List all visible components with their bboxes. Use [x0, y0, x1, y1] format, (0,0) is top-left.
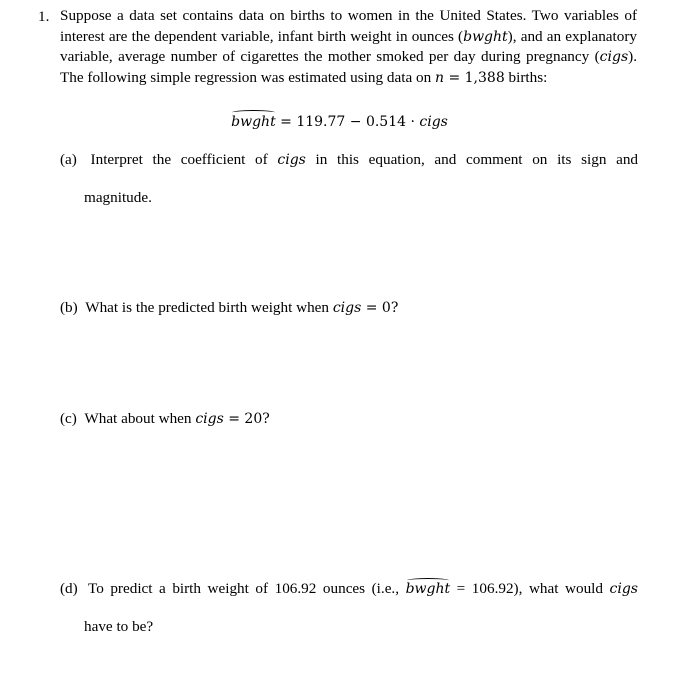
question-b: [60, 297, 638, 319]
question-d-variable: cigs: [609, 581, 638, 597]
question-c: [60, 408, 638, 430]
question-c-text-1: What about when: [84, 410, 196, 427]
question-b-variable: cigs: [332, 300, 362, 316]
equation-lhs: bwght: [231, 111, 276, 133]
question-d-label: (d): [60, 580, 78, 597]
stem-n-value: = 1,388: [444, 69, 505, 86]
stem-text-1: Suppose a data set contains data on births to women in the United States. Two variables of interest are the dependent variable, infant birth weight in ounces (: [60, 7, 637, 45]
regression-equation: [0, 111, 691, 133]
stem-variable-n: n: [434, 69, 445, 86]
question-a-continuation: magnitude.: [84, 189, 152, 206]
question-d-continuation: have to be?: [84, 618, 154, 635]
question-c-text-2: = 20?: [223, 411, 270, 427]
problem-number: 1.: [38, 8, 50, 25]
stem-variable-cigs: cigs: [599, 49, 629, 66]
question-a: [60, 149, 638, 171]
stem-text-3: ). The following simple regression was estimated using data on: [60, 48, 637, 86]
question-a-text-1: Interpret the coefficient of: [90, 151, 278, 168]
equation-rhs: = 119.77 − 0.514 ·: [275, 114, 420, 130]
stem-text-4: births:: [504, 68, 548, 86]
question-d: [60, 578, 638, 600]
problem-stem: [60, 6, 637, 88]
question-d-text-2: = 106.92), what would: [450, 580, 610, 597]
question-b-label: (b): [60, 299, 78, 316]
question-d-hat-variable: bwght: [406, 579, 451, 600]
question-c-variable: cigs: [195, 411, 224, 427]
question-b-text-2: = 0?: [361, 300, 399, 316]
question-a-label: (a): [60, 151, 77, 168]
equation-variable-cigs: cigs: [419, 114, 448, 130]
question-a-variable: cigs: [277, 152, 306, 168]
question-a-text-2: in this equation, and comment on its sign and: [305, 151, 639, 168]
question-d-text-1: To predict a birth weight of 106.92 ounces (i.e.,: [87, 580, 406, 597]
question-b-text-1: What is the predicted birth weight when: [85, 299, 333, 316]
question-c-label: (c): [60, 410, 77, 427]
stem-text-2: ), and an explanatory variable, average number of cigarettes the mother smoked per day during pregnancy (: [60, 27, 637, 66]
stem-variable-bwght: bwght: [463, 28, 508, 45]
